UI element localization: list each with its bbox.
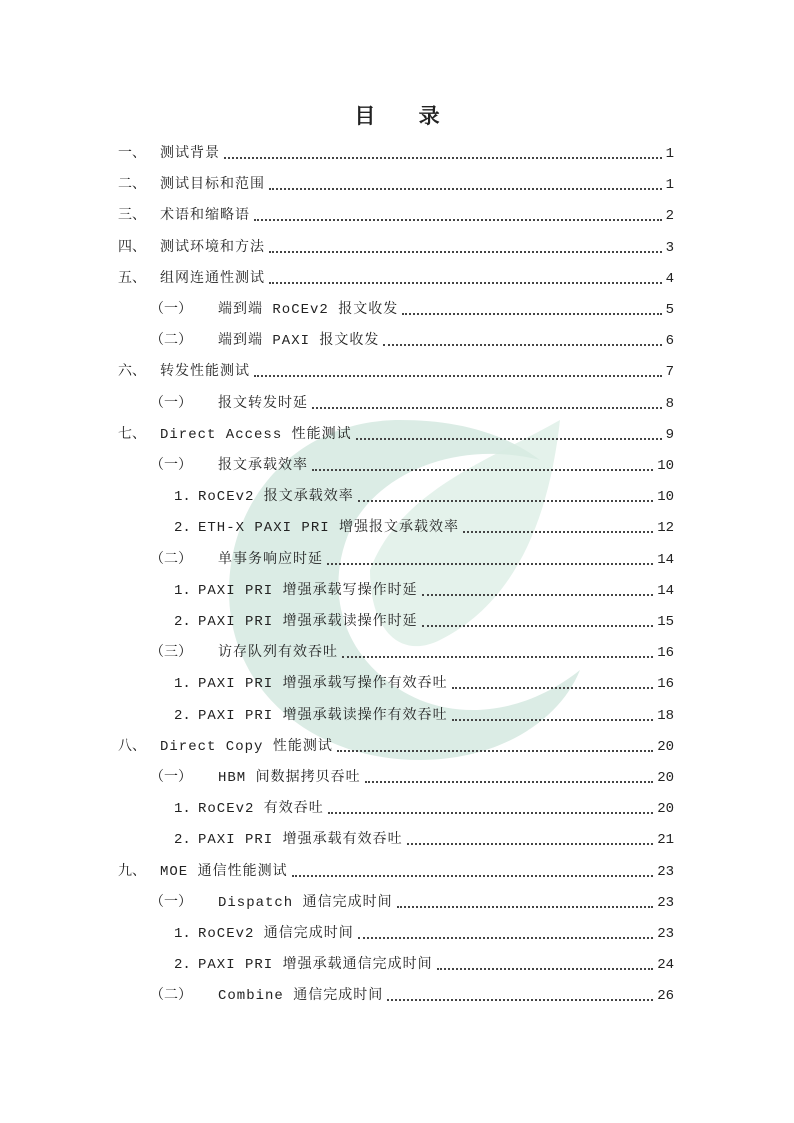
toc-dot-leader xyxy=(358,937,653,939)
toc-entry-number: 2. xyxy=(174,520,191,537)
toc-entry[interactable] xyxy=(118,736,674,758)
toc-entry-title: Combine 通信完成时间 xyxy=(218,988,384,1005)
toc-entry-title: 端到端 RoCEv2 报文收发 xyxy=(218,302,399,318)
toc-entry[interactable] xyxy=(150,455,674,477)
toc-entry[interactable] xyxy=(118,205,674,227)
toc-entry[interactable] xyxy=(150,330,674,352)
toc-entry-number: 2. xyxy=(174,707,191,724)
toc-dot-leader xyxy=(342,656,653,658)
toc-entry-title: RoCEv2 有效吞吐 xyxy=(198,801,324,818)
toc-entry[interactable] xyxy=(118,361,674,383)
toc-dot-leader xyxy=(358,500,653,502)
toc-entry-number: （一） xyxy=(150,770,192,786)
toc-page-number: 23 xyxy=(657,894,674,911)
toc-entry[interactable] xyxy=(174,673,674,695)
toc-dot-leader xyxy=(422,594,654,596)
toc-entry-title: HBM 间数据拷贝吞吐 xyxy=(218,770,361,786)
toc-entry-title: 访存队列有效吞吐 xyxy=(218,645,338,662)
toc-entry-number: （一） xyxy=(150,458,192,474)
toc-entry[interactable] xyxy=(174,705,674,727)
toc-dot-leader xyxy=(383,344,661,346)
toc-entry[interactable] xyxy=(174,517,674,539)
toc-dot-leader xyxy=(269,282,662,284)
toc-entry-number: （二） xyxy=(150,988,192,1005)
toc-entry[interactable] xyxy=(174,611,674,633)
toc-page-number: 9 xyxy=(665,426,674,443)
toc-page-number: 20 xyxy=(657,738,674,755)
toc-entry[interactable] xyxy=(174,829,674,851)
toc-entry[interactable] xyxy=(150,767,674,789)
toc-entry-title: 组网连通性测试 xyxy=(160,270,265,287)
toc-entry[interactable] xyxy=(118,268,674,290)
toc-entry-title: PAXI PRI 增强承载写操作时延 xyxy=(198,582,418,599)
toc-page-number: 14 xyxy=(657,551,674,568)
toc-dot-leader xyxy=(437,968,654,970)
toc-entry-number: 七、 xyxy=(118,426,146,443)
toc-dot-leader xyxy=(328,812,653,814)
toc-entry[interactable] xyxy=(150,549,674,571)
toc-entry[interactable] xyxy=(118,237,674,259)
toc-dot-leader xyxy=(422,625,654,627)
toc-dot-leader xyxy=(312,469,653,471)
toc-entry[interactable] xyxy=(118,143,674,165)
toc-page-number: 4 xyxy=(665,270,674,287)
toc-page-number: 2 xyxy=(665,208,674,225)
toc-dot-leader xyxy=(269,251,662,253)
toc-dot-leader xyxy=(452,719,654,721)
toc-dot-leader xyxy=(254,219,662,221)
toc-dot-leader xyxy=(327,563,653,565)
toc-entry-number: 五、 xyxy=(118,270,146,287)
toc-page-number: 20 xyxy=(657,770,674,786)
toc-entry[interactable] xyxy=(174,486,674,508)
toc-entry-number: 八、 xyxy=(118,738,146,755)
toc-entry-number: 1. xyxy=(174,926,191,942)
toc-entry-number: 1. xyxy=(174,676,191,693)
toc-entry-number: （一） xyxy=(150,302,192,318)
toc-entry-title: 术语和缩略语 xyxy=(160,208,250,225)
toc-entry-number: 1. xyxy=(174,489,191,506)
toc-page-number: 5 xyxy=(665,302,674,318)
toc-page-number: 15 xyxy=(657,614,674,630)
toc-entry-number: （三） xyxy=(150,645,192,662)
toc-entry-number: 四、 xyxy=(118,239,146,256)
toc-entry-title: Direct Copy 性能测试 xyxy=(160,738,333,755)
toc-entry-title: PAXI PRI 增强承载有效吞吐 xyxy=(198,832,403,849)
toc-page-number: 6 xyxy=(665,333,674,350)
toc-dot-leader xyxy=(402,313,661,315)
toc-entry-title: 转发性能测试 xyxy=(160,364,250,381)
toc-dot-leader xyxy=(254,375,662,377)
toc-page-number: 10 xyxy=(657,489,674,506)
toc-dot-leader xyxy=(337,750,653,752)
toc-entry-title: 端到端 PAXI 报文收发 xyxy=(218,333,380,350)
toc-entry-title: PAXI PRI 增强承载读操作有效吞吐 xyxy=(198,707,448,724)
toc-entry-title: 报文承载效率 xyxy=(218,458,308,474)
toc-entry[interactable] xyxy=(118,861,674,883)
toc-entry-title: 单事务响应时延 xyxy=(218,551,323,568)
toc-entry-title: PAXI PRI 增强承载读操作时延 xyxy=(198,614,418,630)
page-title: 目 录 xyxy=(354,104,458,128)
toc-entry-title: Dispatch 通信完成时间 xyxy=(218,894,393,911)
toc-entry[interactable] xyxy=(150,299,674,321)
toc-page-number: 16 xyxy=(657,645,674,662)
toc-entry[interactable] xyxy=(174,580,674,602)
toc-entry-number: （二） xyxy=(150,333,192,350)
toc-entry-number: 三、 xyxy=(118,208,146,225)
toc-entry-number: 1. xyxy=(174,801,191,818)
toc-page-number: 23 xyxy=(657,926,674,942)
toc-page-number: 1 xyxy=(665,146,674,162)
toc-entry-number: 六、 xyxy=(118,364,146,381)
toc-entry-number: （一） xyxy=(150,894,192,911)
toc-page-number: 21 xyxy=(657,832,674,849)
toc-entry-title: PAXI PRI 增强承载写操作有效吞吐 xyxy=(198,676,448,693)
toc-page-number: 12 xyxy=(657,520,674,537)
toc-entry[interactable] xyxy=(150,393,674,415)
toc-entry[interactable] xyxy=(174,954,674,976)
toc-entry[interactable] xyxy=(118,424,674,446)
toc-dot-leader xyxy=(312,407,662,409)
toc-dot-leader xyxy=(463,531,653,533)
toc-dot-leader xyxy=(387,999,653,1001)
toc-page-number: 16 xyxy=(657,676,674,693)
toc-entry-number: （二） xyxy=(150,551,192,568)
toc-entry[interactable] xyxy=(150,892,674,914)
toc-page-number: 7 xyxy=(665,364,674,381)
toc-entry[interactable] xyxy=(150,642,674,664)
toc-dot-leader xyxy=(452,687,654,689)
toc-entry[interactable] xyxy=(150,985,674,1007)
toc-page-number: 10 xyxy=(657,458,674,474)
toc-page-number: 20 xyxy=(657,801,674,818)
toc-entry-number: 九、 xyxy=(118,863,146,880)
toc-entry-title: 测试环境和方法 xyxy=(160,239,265,256)
toc-entry-title: 报文转发时延 xyxy=(218,395,308,412)
toc-page-number: 24 xyxy=(657,957,674,974)
toc-entry-title: PAXI PRI 增强承载通信完成时间 xyxy=(198,957,433,974)
toc-entry-number: 2. xyxy=(174,832,191,849)
toc-page-number: 1 xyxy=(665,177,674,194)
toc-dot-leader xyxy=(292,875,654,877)
toc-entry-title: RoCEv2 报文承载效率 xyxy=(198,489,354,506)
toc-entry-number: （一） xyxy=(150,395,192,412)
toc-entry-title: RoCEv2 通信完成时间 xyxy=(198,926,354,942)
toc-page-number: 8 xyxy=(665,395,674,412)
toc-entry-number: 一、 xyxy=(118,146,146,162)
toc-entry-number: 2. xyxy=(174,614,191,630)
toc-page-number: 18 xyxy=(657,707,674,724)
toc-entry[interactable] xyxy=(174,923,674,945)
toc-dot-leader xyxy=(269,188,662,190)
toc-entry-title: MOE 通信性能测试 xyxy=(160,863,288,880)
toc-entry-number: 2. xyxy=(174,957,191,974)
toc-entry-number: 二、 xyxy=(118,177,146,194)
toc-entry-title: 测试背景 xyxy=(160,146,220,162)
toc-entry-number: 1. xyxy=(174,582,191,599)
toc-page-number: 3 xyxy=(665,239,674,256)
toc-page-number: 23 xyxy=(657,863,674,880)
toc-dot-leader xyxy=(397,906,654,908)
toc-dot-leader xyxy=(224,157,662,159)
toc-entry-title: Direct Access 性能测试 xyxy=(160,426,352,443)
toc-entry-title: 测试目标和范围 xyxy=(160,177,265,194)
toc-entry-title: ETH-X PAXI PRI 增强报文承载效率 xyxy=(198,520,460,537)
toc-entry[interactable] xyxy=(118,174,674,196)
toc-dot-leader xyxy=(356,438,662,440)
toc-page-number: 26 xyxy=(657,988,674,1005)
toc-page-number: 14 xyxy=(657,582,674,599)
toc-dot-leader xyxy=(365,781,654,783)
toc-dot-leader xyxy=(407,843,654,845)
toc-entry[interactable] xyxy=(174,798,674,820)
